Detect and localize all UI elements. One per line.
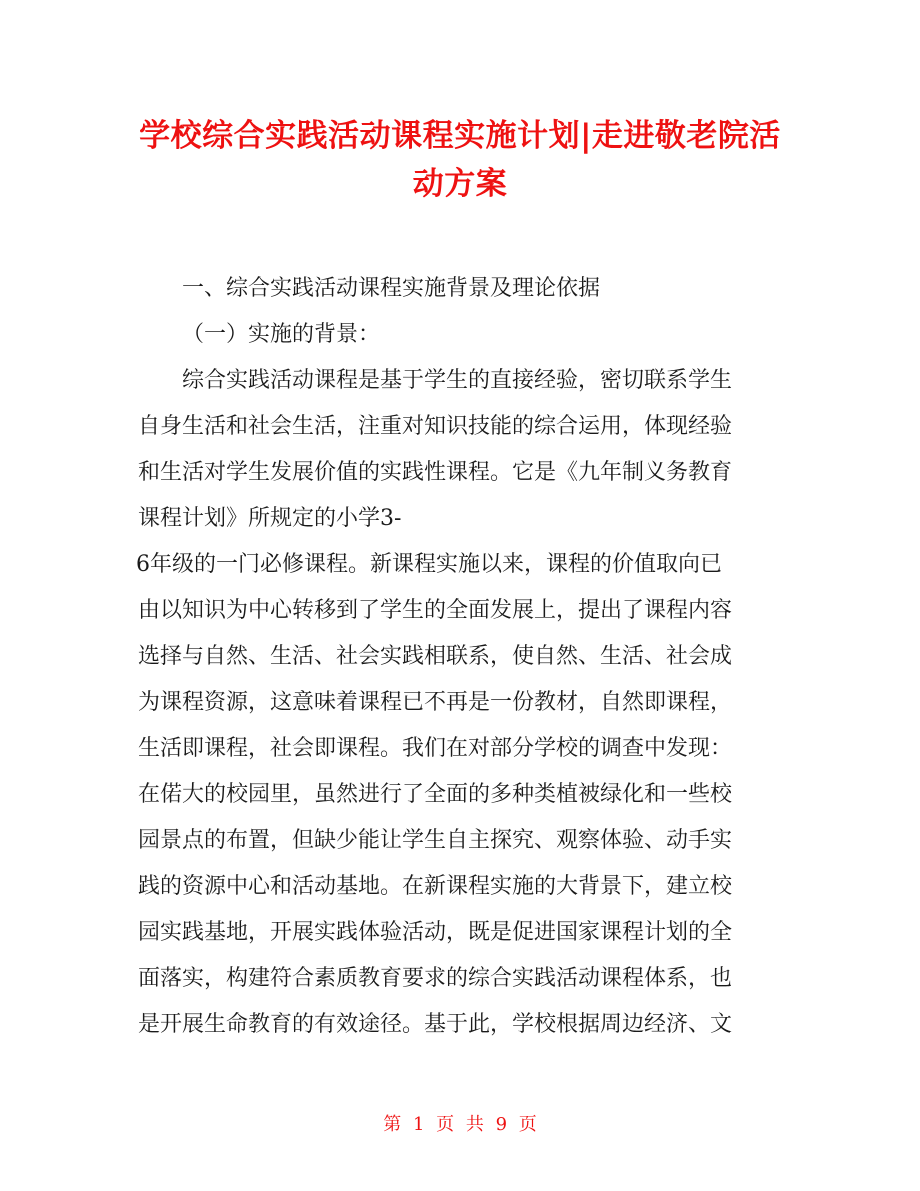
body-line: 是开展生命教育的有效途径。基于此，学校根据周边经济、文 [138, 1012, 733, 1037]
body-paragraph [138, 358, 788, 1048]
body-line: 面落实，构建符合素质教育要求的综合实践活动课程体系，也 [138, 966, 733, 991]
body-line: 为课程资源，这意味着课程已不再是一份教材，自然即课程， [138, 690, 733, 715]
body-line: 自身生活和社会生活，注重对知识技能的综合运用，体现经验 [138, 414, 733, 439]
title-line-2: 动方案 [412, 166, 508, 202]
body-line: 在偌大的校园里，虽然进行了全面的多种类植被绿化和一些校 [138, 782, 733, 807]
body-line: 和生活对学生发展价值的实践性课程。它是《九年制义务教育 [138, 460, 733, 485]
body-line: 选择与自然、生活、社会实践相联系，使自然、生活、社会成 [138, 644, 733, 669]
body-line: 践的资源中心和活动基地。在新课程实施的大背景下，建立校 [138, 874, 733, 899]
body-line: 园实践基地，开展实践体验活动，既是促进国家课程计划的全 [138, 920, 733, 945]
body-line: 综合实践活动课程是基于学生的直接经验，密切联系学生 [182, 368, 733, 393]
page-footer: 第 1 页 共 9 页 [383, 1114, 537, 1135]
body-line: 课程计划》所规定的小学3- [138, 506, 402, 531]
title-line-1: 学校综合实践活动课程实施计划|走进敬老院活 [139, 118, 781, 154]
document-body [138, 266, 788, 1048]
body-line: 生活即课程，社会即课程。我们在对部分学校的调查中发现： [138, 736, 733, 761]
body-line: 由以知识为中心转移到了学生的全面发展上，提出了课程内容 [138, 598, 733, 623]
body-line: 园景点的布置，但缺少能让学生自主探究、观察体验、动手实 [138, 828, 733, 853]
document-title [120, 112, 800, 208]
subsection-heading: （一）实施的背景： [182, 322, 381, 347]
section-heading: 一、综合实践活动课程实施背景及理论依据 [182, 276, 601, 301]
body-line: 6年级的一门必修课程。新课程实施以来，课程的价值取向已 [136, 552, 722, 577]
